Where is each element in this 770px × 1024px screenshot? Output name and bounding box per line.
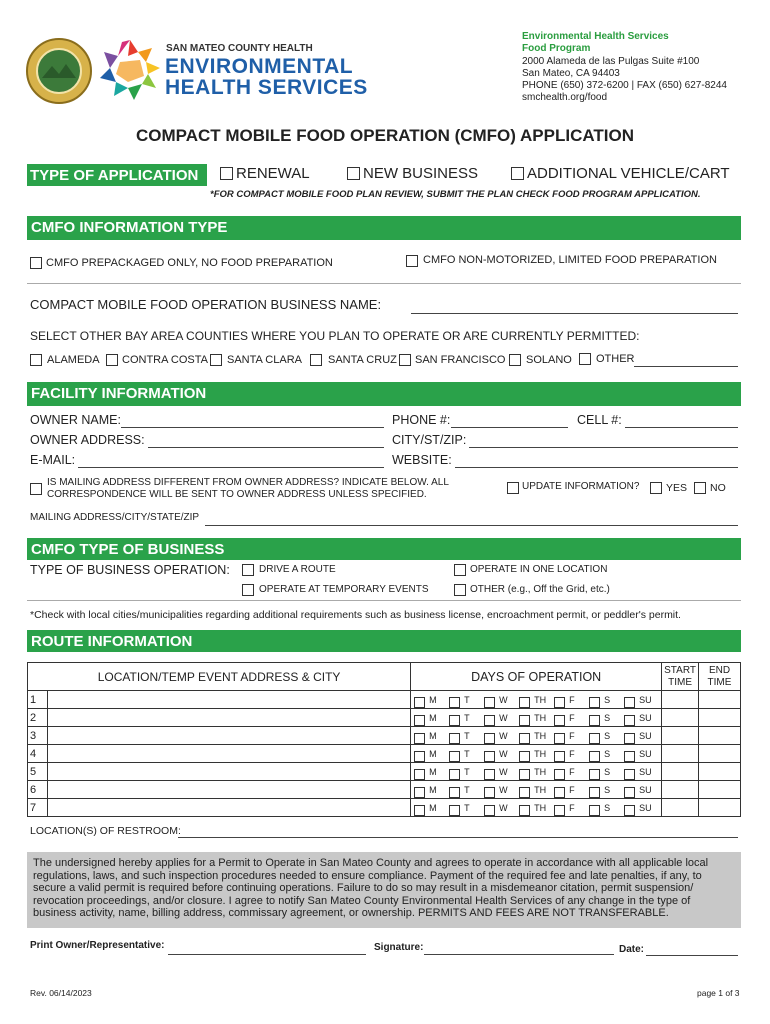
day-checkbox[interactable] (414, 715, 425, 726)
website-label: WEBSITE: (392, 453, 452, 467)
location-cell[interactable] (47, 709, 410, 727)
day-label: TH (534, 748, 547, 759)
prepackaged-checkbox[interactable] (30, 257, 42, 269)
county-solano-label: SOLANO (526, 354, 572, 366)
owner-name-field[interactable] (121, 427, 384, 428)
day-label: TH (534, 712, 547, 723)
day-checkbox[interactable] (484, 805, 495, 816)
prepackaged-label: CMFO PREPACKAGED ONLY, NO FOOD PREPARATION (46, 257, 333, 269)
day-option (623, 731, 658, 741)
business-name-label: COMPACT MOBILE FOOD OPERATION BUSINESS NAME: (30, 297, 382, 312)
one-location-checkbox[interactable] (454, 564, 466, 576)
city-label: CITY/ST/ZIP: (392, 433, 467, 447)
day-checkbox[interactable] (484, 733, 495, 744)
update-info-checkbox[interactable] (507, 482, 519, 494)
day-checkbox[interactable] (589, 715, 600, 726)
day-option (623, 803, 658, 813)
day-option (588, 749, 623, 759)
cell-field[interactable] (625, 427, 738, 428)
county-contra-costa-label: CONTRA COSTA (122, 354, 208, 366)
contact-dept: Environmental Health Services (522, 31, 669, 42)
location-cell[interactable] (47, 799, 410, 817)
days-cell (411, 691, 662, 709)
day-checkbox[interactable] (484, 715, 495, 726)
day-option (623, 695, 658, 705)
end-time-cell[interactable] (699, 691, 741, 709)
county-seal (26, 38, 92, 104)
day-label: W (499, 748, 508, 759)
day-option (588, 695, 623, 705)
day-label: W (499, 766, 508, 777)
county-santa-cruz-checkbox[interactable] (310, 354, 322, 366)
day-option (588, 731, 623, 741)
days-header (411, 663, 662, 691)
day-label: TH (534, 802, 547, 813)
location-cell[interactable] (47, 745, 410, 763)
day-label: S (604, 784, 611, 795)
day-label: W (499, 730, 508, 741)
day-checkbox[interactable] (414, 733, 425, 744)
days-cell (411, 745, 662, 763)
day-option (553, 767, 588, 777)
location-cell[interactable] (47, 781, 410, 799)
day-label: T (464, 802, 470, 813)
day-label: S (604, 712, 611, 723)
table-row (28, 745, 741, 763)
other-business-label: OTHER (e.g., Off the Grid, etc.) (470, 584, 610, 595)
day-label: TH (534, 694, 547, 705)
day-option (553, 803, 588, 813)
day-option (413, 785, 448, 795)
day-label: T (464, 730, 470, 741)
day-checkbox[interactable] (449, 733, 460, 744)
day-option (553, 713, 588, 723)
day-label: SU (639, 748, 652, 759)
day-label: T (464, 748, 470, 759)
business-divider (27, 600, 741, 601)
day-option (623, 767, 658, 777)
day-checkbox[interactable] (624, 697, 635, 708)
contact-phone: PHONE (650) 372-6200 | FAX (650) 627-8244 (522, 80, 727, 92)
business-type-heading: CMFO TYPE OF BUSINESS (27, 538, 741, 560)
start-header (662, 663, 699, 691)
day-checkbox[interactable] (554, 751, 565, 762)
start-time-cell[interactable] (662, 781, 699, 799)
day-checkbox[interactable] (624, 733, 635, 744)
day-label: S (604, 730, 611, 741)
temp-events-checkbox[interactable] (242, 584, 254, 596)
days-cell (411, 763, 662, 781)
additional-vehicle-label: ADDITIONAL VEHICLE/CART (527, 165, 730, 182)
contact-address2: San Mateo, CA 94403 (522, 67, 620, 79)
county-other-field[interactable] (634, 366, 738, 367)
day-label: TH (534, 730, 547, 741)
day-label: TH (534, 784, 547, 795)
day-checkbox[interactable] (449, 805, 460, 816)
county-santa-cruz-label: SANTA CRUZ (328, 354, 397, 366)
non-motorized-label: CMFO NON-MOTORIZED, LIMITED FOOD PREPARATION (423, 254, 717, 266)
day-label: F (569, 766, 575, 777)
end-label-2: TIME (707, 676, 732, 688)
page-title: COMPACT MOBILE FOOD OPERATION (CMFO) APPLICATION (135, 126, 634, 145)
day-checkbox[interactable] (554, 715, 565, 726)
date-field[interactable] (646, 955, 738, 956)
days-header-label: DAYS OF OPERATION (471, 669, 602, 684)
day-checkbox[interactable] (449, 751, 460, 762)
days-cell (411, 709, 662, 727)
day-option (553, 749, 588, 759)
day-checkbox[interactable] (519, 715, 530, 726)
day-checkbox[interactable] (484, 769, 495, 780)
no-checkbox[interactable] (694, 482, 706, 494)
day-checkbox[interactable] (554, 805, 565, 816)
date-label: Date: (619, 944, 645, 955)
contact-program: Food Program (522, 43, 591, 55)
day-label: F (569, 802, 575, 813)
day-label: T (464, 784, 470, 795)
mailing-question-1: IS MAILING ADDRESS DIFFERENT FROM OWNER ADDRESS? INDICATE BELOW. ALL (47, 477, 449, 488)
additional-vehicle-checkbox[interactable] (511, 167, 524, 180)
day-option (588, 767, 623, 777)
start-time-cell[interactable] (662, 691, 699, 709)
county-solano-checkbox[interactable] (509, 354, 521, 366)
day-checkbox[interactable] (589, 805, 600, 816)
day-option (483, 803, 518, 813)
end-time-cell[interactable] (699, 763, 741, 781)
table-row (28, 781, 741, 799)
owner-address-field[interactable] (148, 447, 384, 448)
county-santa-clara-label: SANTA CLARA (227, 354, 302, 366)
day-label: M (429, 712, 437, 723)
day-checkbox[interactable] (484, 697, 495, 708)
day-option (448, 695, 483, 705)
day-checkbox[interactable] (519, 733, 530, 744)
day-option (518, 695, 553, 705)
end-header (699, 663, 741, 691)
day-option (483, 731, 518, 741)
day-checkbox[interactable] (624, 805, 635, 816)
location-header (28, 663, 411, 691)
page-number: page 1 of 3 (697, 988, 740, 998)
day-label: S (604, 694, 611, 705)
counties-label: SELECT OTHER BAY AREA COUNTIES WHERE YOU PLAN TO OPERATE OR ARE CURRENTLY PERMITTED: (30, 329, 640, 343)
location-cell[interactable] (47, 691, 410, 709)
location-cell[interactable] (47, 727, 410, 745)
day-option (518, 785, 553, 795)
county-alameda-label: ALAMEDA (47, 354, 100, 366)
table-row (28, 691, 741, 709)
day-checkbox[interactable] (449, 715, 460, 726)
day-checkbox[interactable] (519, 697, 530, 708)
day-checkbox[interactable] (589, 787, 600, 798)
day-option (553, 731, 588, 741)
table-row (28, 799, 741, 817)
day-checkbox[interactable] (484, 787, 495, 798)
day-option (448, 713, 483, 723)
day-label: SU (639, 730, 652, 741)
day-checkbox[interactable] (589, 769, 600, 780)
table-row (28, 709, 741, 727)
day-checkbox[interactable] (554, 733, 565, 744)
day-option (518, 803, 553, 813)
location-cell[interactable] (47, 763, 410, 781)
day-checkbox[interactable] (519, 787, 530, 798)
org-line2: HEALTH SERVICES (165, 76, 368, 99)
day-option (623, 713, 658, 723)
day-option (413, 803, 448, 813)
day-label: M (429, 766, 437, 777)
contact-address1: 2000 Alameda de las Pulgas Suite #100 (522, 55, 700, 67)
org-small: SAN MATEO COUNTY HEALTH (166, 43, 313, 54)
email-field[interactable] (78, 467, 384, 468)
day-option (448, 749, 483, 759)
one-location-label: OPERATE IN ONE LOCATION (470, 564, 608, 575)
day-checkbox[interactable] (624, 769, 635, 780)
row-number: 4 (28, 745, 48, 763)
day-checkbox[interactable] (589, 751, 600, 762)
day-option (518, 731, 553, 741)
owner-name-label: OWNER NAME: (30, 413, 121, 427)
day-checkbox[interactable] (589, 733, 600, 744)
end-label-1: END (708, 664, 731, 676)
day-label: TH (534, 766, 547, 777)
location-header-label: LOCATION/TEMP EVENT ADDRESS & CITY (97, 669, 341, 684)
day-label: T (464, 766, 470, 777)
day-option (553, 695, 588, 705)
day-checkbox[interactable] (519, 751, 530, 762)
day-label: T (464, 712, 470, 723)
restroom-label: LOCATION(S) OF RESTROOM: (30, 825, 181, 837)
non-motorized-checkbox[interactable] (406, 255, 418, 267)
city-field[interactable] (469, 447, 738, 448)
start-label-2: TIME (668, 676, 693, 688)
mailing-question-2: CORRESPONDENCE WILL BE SENT TO OWNER ADDRESS UNLESS SPECIFIED. (47, 489, 427, 500)
day-label: M (429, 784, 437, 795)
day-label: M (429, 748, 437, 759)
end-time-cell[interactable] (699, 709, 741, 727)
start-time-cell[interactable] (662, 727, 699, 745)
day-option (518, 767, 553, 777)
table-row (28, 727, 741, 745)
cmfo-info-heading: CMFO INFORMATION TYPE (27, 216, 741, 240)
start-time-cell[interactable] (662, 745, 699, 763)
start-time-cell[interactable] (662, 763, 699, 781)
owner-address-label: OWNER ADDRESS: (30, 433, 145, 447)
day-checkbox[interactable] (589, 697, 600, 708)
start-label-1: START (664, 664, 696, 676)
mailing-address-label: MAILING ADDRESS/CITY/STATE/ZIP (30, 512, 200, 523)
route-heading: ROUTE INFORMATION (27, 630, 741, 652)
print-name-field[interactable] (168, 954, 366, 955)
county-alameda-checkbox[interactable] (30, 354, 42, 366)
row-number: 1 (28, 691, 48, 709)
day-label: M (429, 694, 437, 705)
day-option (553, 785, 588, 795)
local-requirements-note: *Check with local cities/municipalities regarding additional requirements such as business license, encroachment permit, or peddler's permit. (30, 609, 681, 621)
county-san-francisco-label: SAN FRANCISCO (415, 354, 506, 366)
day-option (518, 713, 553, 723)
days-cell (411, 727, 662, 745)
day-label: T (464, 694, 470, 705)
end-time-cell[interactable] (699, 745, 741, 763)
route-table (27, 662, 741, 817)
day-checkbox[interactable] (414, 805, 425, 816)
day-checkbox[interactable] (414, 697, 425, 708)
day-label: SU (639, 712, 652, 723)
drive-route-checkbox[interactable] (242, 564, 254, 576)
end-time-cell[interactable] (699, 799, 741, 817)
day-option (588, 803, 623, 813)
row-number: 3 (28, 727, 48, 745)
day-label: F (569, 784, 575, 795)
day-label: W (499, 784, 508, 795)
end-time-cell[interactable] (699, 781, 741, 799)
day-checkbox[interactable] (449, 697, 460, 708)
no-label: NO (710, 482, 726, 494)
route-table-header (28, 663, 741, 691)
temp-events-label: OPERATE AT TEMPORARY EVENTS (259, 584, 429, 595)
signature-field[interactable] (424, 954, 614, 955)
day-option (588, 785, 623, 795)
day-checkbox[interactable] (484, 751, 495, 762)
day-option (483, 695, 518, 705)
facility-heading: FACILITY INFORMATION (27, 382, 741, 406)
update-info-label: UPDATE INFORMATION? (522, 481, 640, 492)
county-san-francisco-checkbox[interactable] (399, 354, 411, 366)
day-option (413, 767, 448, 777)
type-of-application-label: TYPE OF APPLICATION (27, 164, 207, 186)
drive-route-label: DRIVE A ROUTE (259, 564, 336, 575)
signature-label: Signature: (374, 942, 424, 953)
email-label: E-MAIL: (30, 453, 76, 467)
day-checkbox[interactable] (449, 769, 460, 780)
applicant-statement: The undersigned hereby applies for a Permit to Operate in San Mateo County and agrees to operate in accordance with all applicable local regulations, laws, and such inspection procedures needed to ensure compliance. Payment of the required fee and late penalties, if any, to secure a valid permit is required before continuing operations. Failure to do so may result in a misdemeanor citation, permit suspension/ revocation proceedings, and/or closure. I agree to notify San Mateo County Environmental Health Services of any change in the type of business activity, name, billing address, commissary agreement, or ownership. PERMITS AND FEES ARE NOT TRANSFERABLE. (27, 852, 741, 928)
ehs-logo-icon (98, 38, 162, 102)
day-option (588, 713, 623, 723)
day-option (448, 785, 483, 795)
day-checkbox[interactable] (519, 769, 530, 780)
row-number: 5 (28, 763, 48, 781)
day-label: F (569, 730, 575, 741)
restroom-field[interactable] (178, 837, 738, 838)
row-number: 7 (28, 799, 48, 817)
row-number: 2 (28, 709, 48, 727)
yes-checkbox[interactable] (650, 482, 662, 494)
business-name-field[interactable] (411, 313, 738, 314)
day-checkbox[interactable] (414, 751, 425, 762)
day-label: SU (639, 766, 652, 777)
plan-review-note: *FOR COMPACT MOBILE FOOD PLAN REVIEW, SUBMIT THE PLAN CHECK FOOD PROGRAM APPLICATION. (210, 189, 701, 200)
day-label: SU (639, 784, 652, 795)
cell-label: CELL #: (577, 413, 622, 427)
day-checkbox[interactable] (554, 769, 565, 780)
day-option (413, 713, 448, 723)
new-business-label: NEW BUSINESS (363, 165, 479, 182)
renewal-label: RENEWAL (236, 165, 310, 182)
day-option (448, 767, 483, 777)
day-checkbox[interactable] (554, 787, 565, 798)
day-label: S (604, 766, 611, 777)
day-label: W (499, 802, 508, 813)
phone-label: PHONE #: (392, 413, 451, 427)
day-option (448, 731, 483, 741)
day-label: M (429, 730, 437, 741)
day-checkbox[interactable] (624, 715, 635, 726)
day-checkbox[interactable] (624, 751, 635, 762)
business-operation-label: TYPE OF BUSINESS OPERATION: (30, 563, 230, 577)
days-cell (411, 781, 662, 799)
route-table-body (28, 691, 741, 817)
revision-date: Rev. 06/14/2023 (30, 988, 92, 998)
county-other-label: OTHER (596, 353, 635, 365)
day-label: S (604, 748, 611, 759)
day-checkbox[interactable] (624, 787, 635, 798)
day-option (623, 749, 658, 759)
day-option (518, 749, 553, 759)
day-checkbox[interactable] (519, 805, 530, 816)
org-line1: ENVIRONMENTAL (165, 55, 354, 78)
phone-field[interactable] (451, 427, 568, 428)
renewal-checkbox[interactable] (220, 167, 233, 180)
divider (27, 283, 741, 284)
mailing-address-field[interactable] (205, 525, 738, 526)
day-label: F (569, 748, 575, 759)
day-label: W (499, 694, 508, 705)
day-checkbox[interactable] (414, 769, 425, 780)
contact-web: smchealth.org/food (522, 92, 608, 104)
website-field[interactable] (455, 467, 738, 468)
days-cell (411, 799, 662, 817)
day-option (413, 695, 448, 705)
end-time-cell[interactable] (699, 727, 741, 745)
mailing-different-checkbox[interactable] (30, 483, 42, 495)
day-label: SU (639, 802, 652, 813)
day-label: SU (639, 694, 652, 705)
new-business-checkbox[interactable] (347, 167, 360, 180)
row-number: 6 (28, 781, 48, 799)
other-business-checkbox[interactable] (454, 584, 466, 596)
start-time-cell[interactable] (662, 799, 699, 817)
county-other-checkbox[interactable] (579, 353, 591, 365)
day-checkbox[interactable] (414, 787, 425, 798)
day-option (483, 749, 518, 759)
contact-block (522, 31, 727, 105)
day-option (413, 749, 448, 759)
day-label: F (569, 694, 575, 705)
day-option (483, 767, 518, 777)
day-checkbox[interactable] (554, 697, 565, 708)
day-label: F (569, 712, 575, 723)
day-label: W (499, 712, 508, 723)
table-row (28, 763, 741, 781)
day-label: S (604, 802, 611, 813)
print-name-label: Print Owner/Representative: (30, 940, 165, 951)
yes-label: YES (666, 482, 688, 494)
county-santa-clara-checkbox[interactable] (210, 354, 222, 366)
start-time-cell[interactable] (662, 709, 699, 727)
day-option (623, 785, 658, 795)
day-option (448, 803, 483, 813)
day-checkbox[interactable] (449, 787, 460, 798)
day-label: M (429, 802, 437, 813)
day-option (483, 713, 518, 723)
county-contra-costa-checkbox[interactable] (106, 354, 118, 366)
day-option (483, 785, 518, 795)
day-option (413, 731, 448, 741)
